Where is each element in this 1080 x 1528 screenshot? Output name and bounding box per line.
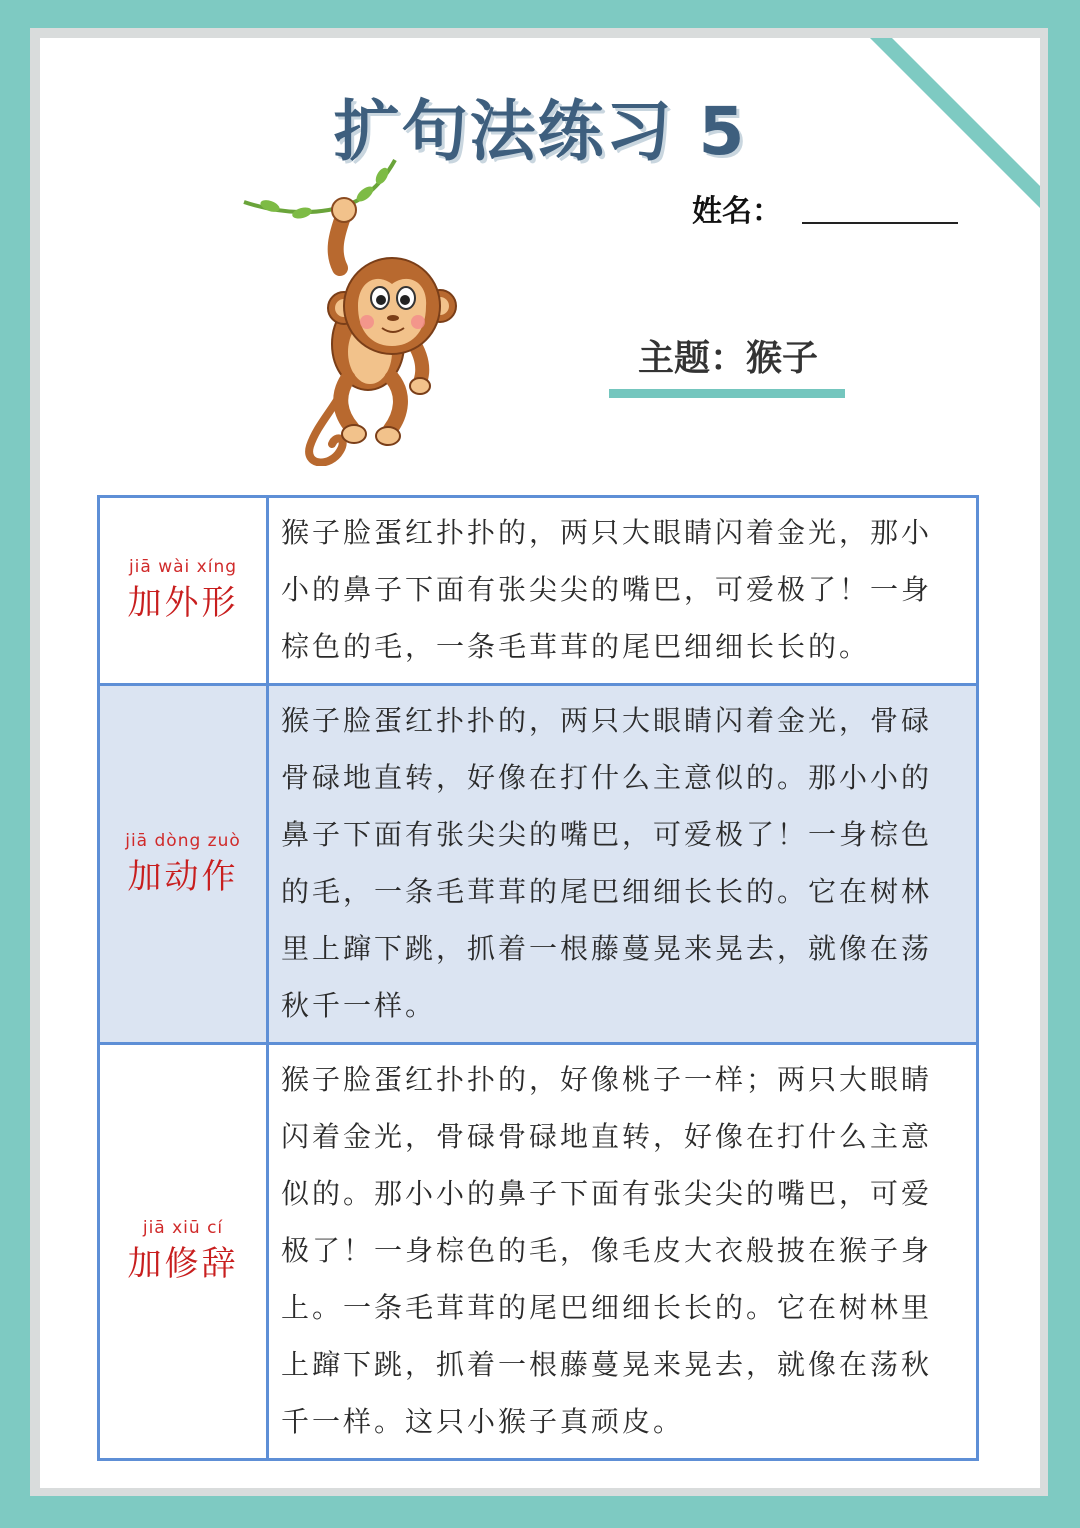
row-label-cell <box>100 1045 269 1458</box>
row-text: 猴子脸蛋红扑扑的，好像桃子一样；两只大眼睛闪着金光，骨碌骨碌地直转，好像在打什么主意似的。那小小的鼻子下面有张尖尖的嘴巴，可爱极了！一身棕色的毛，像毛皮大衣般披在猴子身上。一条毛茸茸的尾巴细细长长的。它在树林里上蹿下跳，抓着一根藤蔓晃来晃去，就像在荡秋千一样。这只小猴子真顽皮。 <box>281 1063 933 1438</box>
row-text: 猴子脸蛋红扑扑的，两只大眼睛闪着金光，骨碌骨碌地直转，好像在打什么主意似的。那小小的鼻子下面有张尖尖的嘴巴，可爱极了！一身棕色的毛，一条毛茸茸的尾巴细细长长的。它在树林里上蹿下跳，抓着一根藤蔓晃来晃去，就像在荡秋千一样。 <box>281 704 933 1022</box>
page-title: 扩句法练习 5 <box>333 93 747 170</box>
monkey-hanging-on-vine-icon <box>240 156 470 470</box>
row-pinyin: jiā wài xíng <box>128 557 238 577</box>
name-blank-line[interactable] <box>802 222 958 224</box>
row-label-cell <box>100 498 269 683</box>
expansion-table <box>97 495 979 1461</box>
theme-underline <box>609 389 845 398</box>
theme-label: 主题：猴子 <box>637 338 818 379</box>
row-text: 猴子脸蛋红扑扑的，两只大眼睛闪着金光，那小小的鼻子下面有张尖尖的嘴巴，可爱极了！一身棕色的毛，一条毛茸茸的尾巴细细长长的。 <box>281 516 933 663</box>
row-pinyin: jiā xiū cí <box>142 1218 224 1238</box>
table-row <box>100 498 976 683</box>
table-row <box>100 1042 976 1458</box>
row-label-cell <box>100 686 269 1042</box>
row-label: 加动作 <box>127 856 239 897</box>
row-label: 加外形 <box>127 583 239 623</box>
worksheet-page <box>40 38 1040 1488</box>
row-pinyin: jiā dòng zuò <box>125 830 241 851</box>
table-row <box>100 683 976 1042</box>
row-label: 加修辞 <box>127 1244 239 1284</box>
theme-heading <box>609 330 847 398</box>
name-label: 姓名： <box>692 194 782 229</box>
name-field <box>692 186 958 230</box>
